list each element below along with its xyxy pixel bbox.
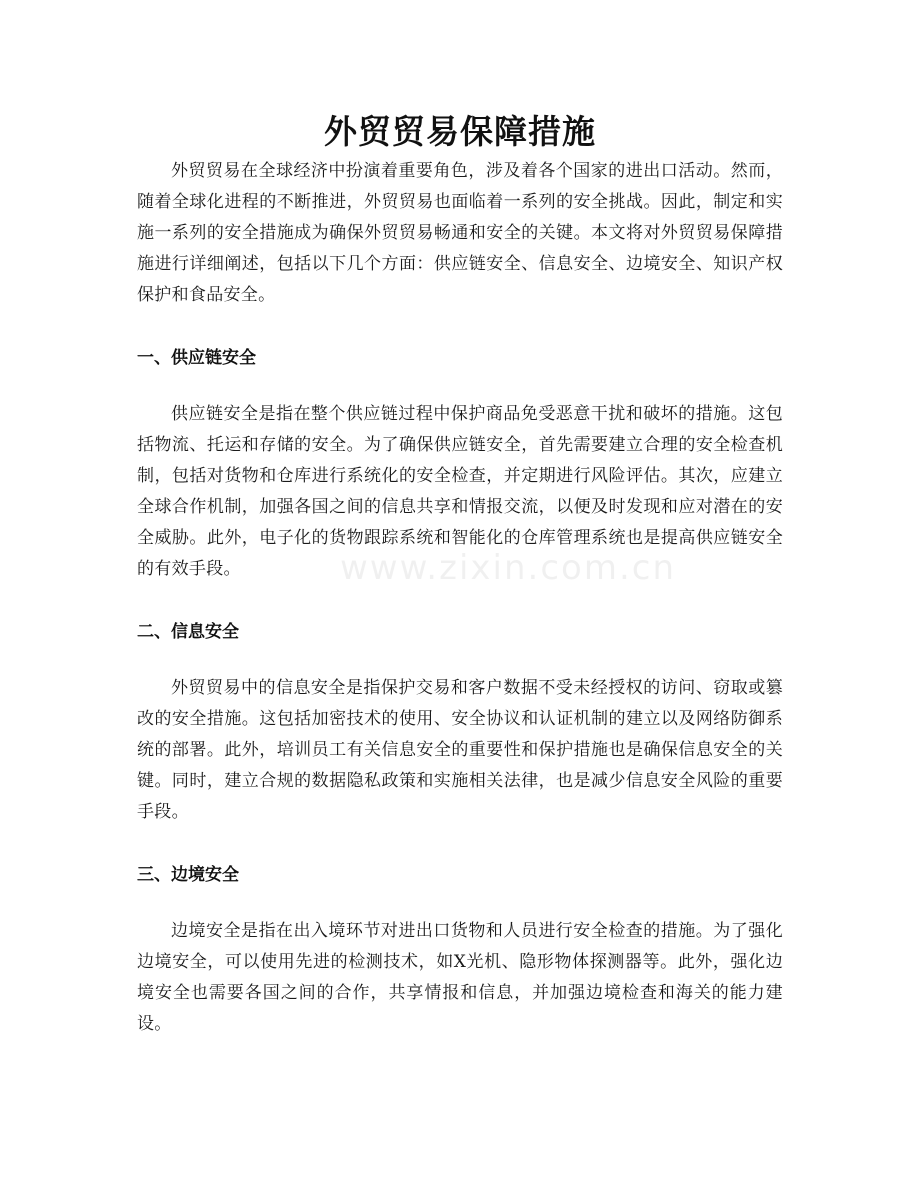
section-heading: 三、边境安全	[137, 865, 239, 885]
document-title: 外贸贸易保障措施	[324, 112, 596, 151]
section-heading: 二、信息安全	[137, 622, 239, 642]
section-paragraph: 边境安全是指在出入境环节对进出口货物和人员进行安全检查的措施。为了强化边境安全，可以使用先进的检测技术，如X光机、隐形物体探测器等。此外，强化边境安全也需要各国之间的合作，共享情报和信息，并加强边境检查和海关的能力建设。	[137, 921, 783, 1034]
section-paragraph: 供应链安全是指在整个供应链过程中保护商品免受恶意干扰和破坏的措施。这包括物流、托运和存储的安全。为了确保供应链安全，首先需要建立合理的安全检查机制，包括对货物和仓库进行系统化的安全检查，并定期进行风险评估。其次，应建立全球合作机制，加强各国之间的信息共享和情报交流，以便及时发现和应对潜在的安全威胁。此外，电子化的货物跟踪系统和智能化的仓库管理系统也是提高供应链安全的有效手段。	[137, 404, 783, 579]
section-information	[137, 619, 783, 828]
section-heading: 一、供应链安全	[137, 348, 256, 368]
section-supply-chain	[137, 345, 783, 585]
section-paragraph: 外贸贸易中的信息安全是指保护交易和客户数据不受未经授权的访问、窃取或篡改的安全措施。这包括加密技术的使用、安全协议和认证机制的建立以及网络防御系统的部署。此外，培训员工有关信息安全的重要性和保护措施也是确保信息安全的关键。同时，建立合规的数据隐私政策和实施相关法律，也是减少信息安全风险的重要手段。	[137, 678, 783, 822]
section-border	[137, 862, 783, 1040]
intro-paragraph: 外贸贸易在全球经济中扮演着重要角色，涉及着各个国家的进出口活动。然而，随着全球化进程的不断推进，外贸贸易也面临着一系列的安全挑战。因此，制定和实施一系列的安全措施成为确保外贸贸易畅通和安全的关键。本文将对外贸贸易保障措施进行详细阐述，包括以下几个方面：供应链安全、信息安全、边境安全、知识产权保护和食品安全。	[137, 161, 783, 305]
watermark-text: www.zixin.com.cn	[340, 548, 676, 588]
